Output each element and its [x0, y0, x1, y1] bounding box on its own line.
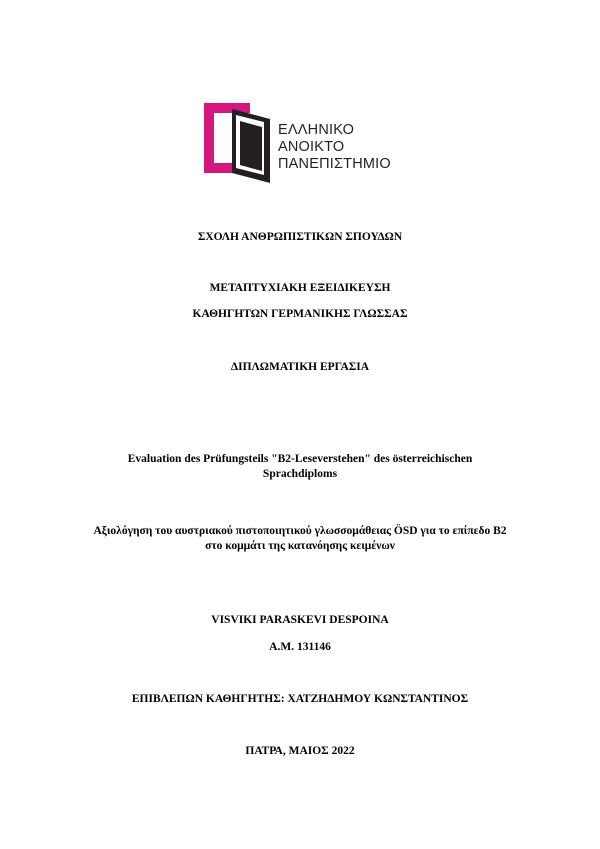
- place-and-date: ΠΑΤΡΑ, ΜΑΙΟΣ 2022: [245, 745, 355, 757]
- logo-wordmark: [278, 122, 391, 173]
- document-type: ΔΙΠΛΩΜΑΤΙΚΗ ΕΡΓΑΣΙΑ: [230, 361, 370, 373]
- logo-line-2: ΑΝΟΙΚΤΟ: [278, 139, 345, 155]
- title-greek-line-1: Αξιολόγηση του αυστριακού πιστοποιητικού γλωσσομάθειας ÖSD για το επίπεδο B2: [93, 525, 507, 537]
- title-greek-line-2: στο κομμάτι της κατανόησης κειμένων: [205, 540, 395, 552]
- title-german-line-2: Sprachdiploms: [262, 468, 338, 480]
- logo-line-1: ΕΛΛΗΝΙΚΟ: [278, 122, 355, 138]
- program-line-1: ΜΕΤΑΠΤΥΧΙΑΚΗ ΕΞΕΙΔΙΚΕΥΣΗ: [209, 282, 391, 294]
- supervisor: ΕΠΙΒΛΕΠΩΝ ΚΑΘΗΓΗΤΗΣ: ΧΑΤΖΗΔΗΜΟΥ ΚΩΝΣΤΑΝΤΙΝΟΣ: [131, 693, 469, 705]
- school-name: ΣΧΟΛΗ ΑΝΘΡΩΠΙΣΤΙΚΩΝ ΣΠΟΥΔΩΝ: [197, 231, 403, 243]
- open-book-logo-icon: [204, 103, 278, 183]
- title-german-line-1: Evaluation des Prüfungsteils "B2-Leseverstehen" des österreichischen: [127, 453, 473, 465]
- university-logo: [204, 103, 404, 183]
- student-id: A.M. 131146: [269, 641, 331, 653]
- logo-line-3: ΠΑΝΕΠΙΣΤΗΜΙΟ: [278, 156, 391, 172]
- author-name: VISVIKI PARASKEVI DESPOINA: [211, 614, 389, 626]
- program-line-2: ΚΑΘΗΓΗΤΩΝ ΓΕΡΜΑΝΙΚΗΣ ΓΛΩΣΣΑΣ: [192, 308, 408, 320]
